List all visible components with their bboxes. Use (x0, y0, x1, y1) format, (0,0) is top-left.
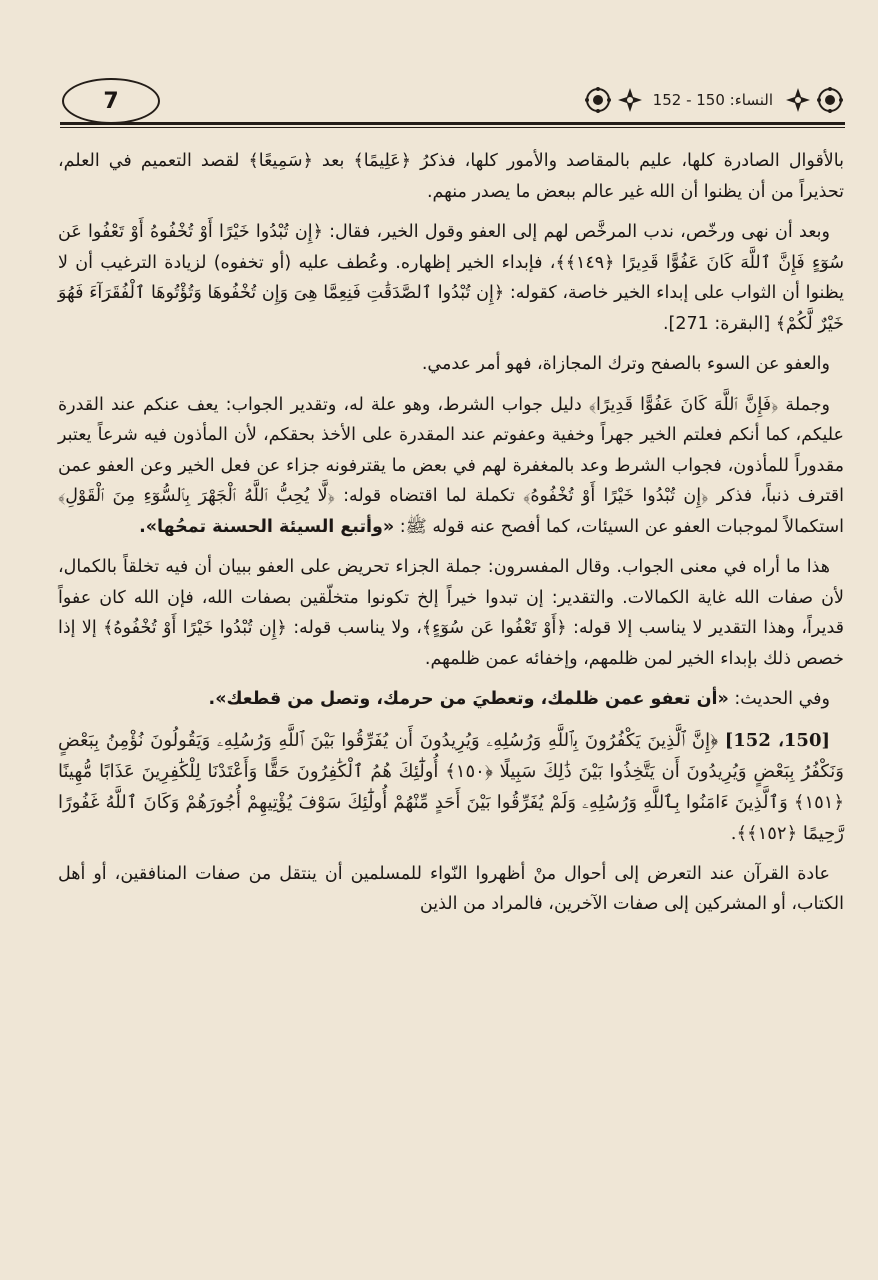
page-header (60, 78, 845, 128)
paragraph: بالأقوال الصادرة كلها، عليم بالمقاصد والأمور كلها، فذكرُ ﴿عَلِيمًا﴾ بعد ﴿سَمِيعًا﴾ لقصد التعميم في العلم، تحذيراً من أن يظنوا أن الله غير عالم ببعض ما يصدر منهم. (58, 151, 844, 202)
hadith-quote: «وأتبع السيئة الحسنة تمحُها». (139, 516, 395, 537)
page-number-oval (62, 78, 160, 124)
page-number: 7 (103, 88, 119, 114)
floral-ornament-icon (615, 85, 645, 115)
paragraph: وبعد أن نهى ورخّص، ندب المرخَّص لهم إلى العفو وقول الخير، فقال: ﴿إِن تُبْدُوا خَيْرًا أَوْ تُخْفُوهُ أَوْ تَعْفُوا عَن سُوٓءٍ فَإِنَّ ٱللَّهَ كَانَ عَفُوًّا قَدِيرًا ﴿١٤٩﴾﴾، فإبداء الخير إظهاره. وعُطف عليه (أو تخفوه) لزيادة الترغيب أن لا يظنوا أن الثواب على إبداء الخير خاصة، كقوله: ﴿إِن تُبْدُوا ٱلصَّدَقَٰتِ فَنِعِمَّا هِىَ وَإِن تُخْفُوهَا وَتُؤْتُوهَا ٱلْفُقَرَآءَ فَهُوَ خَيْرٌ لَّكُمْ﴾ [البقرة: 271]. (58, 222, 844, 334)
floral-ornament-icon (583, 85, 613, 115)
floral-ornament-icon (783, 85, 813, 115)
verse-range-label: [150، 152] (724, 729, 830, 751)
floral-ornament-icon (815, 85, 845, 115)
body-text (58, 146, 844, 930)
header-ornament (581, 80, 845, 120)
quran-verse-text: ﴿إِنَّ ٱلَّذِينَ يَكْفُرُونَ بِٱللَّهِ وَرُسُلِهِۦ وَيُرِيدُونَ أَن يُفَرِّقُوا بَيْنَ ٱللَّهِ وَرُسُلِهِۦ وَيَقُولُونَ نُؤْمِنُ بِبَعْضٍ وَنَكْفُرُ بِبَعْضٍ وَيُرِيدُونَ أَن يَتَّخِذُوا بَيْنَ ذَٰلِكَ سَبِيلًا ﴿١٥٠﴾ أُولَٰٓئِكَ هُمُ ٱلْكَٰفِرُونَ حَقًّا وَأَعْتَدْنَا لِلْكَٰفِرِينَ عَذَابًا مُّهِينًا ﴿١٥١﴾ وَٱلَّذِينَ ءَامَنُوا بِٱللَّهِ وَرُسُلِهِۦ وَلَمْ يُفَرِّقُوا بَيْنَ أَحَدٍ مِّنْهُمْ أُولَٰٓئِكَ سَوْفَ يُؤْتِيهِمْ أُجُورَهُمْ وَكَانَ ٱللَّهُ غَفُورًا رَّحِيمًا ﴿١٥٢﴾﴾. (58, 729, 845, 844)
surah-reference: النساء: 150 - 152 (652, 91, 773, 109)
header-rule-thin (60, 127, 845, 128)
header-rule (60, 122, 845, 125)
paragraph: والعفو عن السوء بالصفح وترك المجازاة، فهو أمر عدمي. (421, 354, 830, 374)
paragraph (58, 390, 844, 543)
hadith-quote: «أن تعفو عمن ظلمك، وتعطيَ من حرمك، وتصل من قطعك». (208, 689, 729, 709)
paragraph: عادة القرآن عند التعرض إلى أحوال منْ أظهروا النّواء للمسلمين أن ينتقل من صفات المنافقين، أو أهل الكتاب، أو المشركين إلى صفات الآخرين، فالمراد من الذين (58, 863, 844, 914)
verse-block (58, 725, 844, 849)
paragraph-text: وجملة ﴿فَإِنَّ ٱللَّهَ كَانَ عَفُوًّا قَدِيرًا﴾ دليل جواب الشرط، وهو علة له، وتقدير الجواب: يعف عنكم عند القدرة عليكم، كما أنكم فعلتم الخير جهراً وخفية وعفوتم عند المقدرة على الأخذ بحقكم، لأن المأذون فيه شرعاً يعتبر مقدوراً للمأذون، فجواب الشرط وعد بالمغفرة لهم في بعض ما يقترفونه جزاء عن فعل الخير وعن العفو عمن اقترف ذنباً، فذكر ﴿إِن تُبْدُوا خَيْرًا أَوْ تُخْفُوهُ﴾ تكملة لما اقتضاه قوله: ﴿لَّا يُحِبُّ ٱللَّهُ ٱلْجَهْرَ بِٱلسُّوٓءِ مِنَ ٱلْقَوْلِ﴾ استكمالاً لموجبات العفو عن السيئات، كما أفصح عنه قوله ﷺ: (58, 394, 844, 537)
paragraph: هذا ما أراه في معنى الجواب. وقال المفسرون: جملة الجزاء تحريض على العفو ببيان أن فيه تخلقاً بالكمال، لأن صفات الله غاية الكمالات. والتقدير: إن تبدوا خيراً إلخ تكونوا متخلّقين بصفات الله، فإن الله كان عفواً قديراً، وهذا التقدير لا يناسب إلا قوله: ﴿أَوْ تَعْفُوا عَن سُوٓءٍ﴾، ولا يناسب قوله: ﴿إِن تُبْدُوا خَيْرًا أَوْ تُخْفُوهُ﴾ إلا إذا خصص ذلك بإبداء الخير لمن ظلمهم، وإخفائه عمن ظلمهم. (58, 557, 844, 669)
paragraph (58, 684, 844, 715)
paragraph-text: وفي الحديث: (728, 689, 830, 709)
